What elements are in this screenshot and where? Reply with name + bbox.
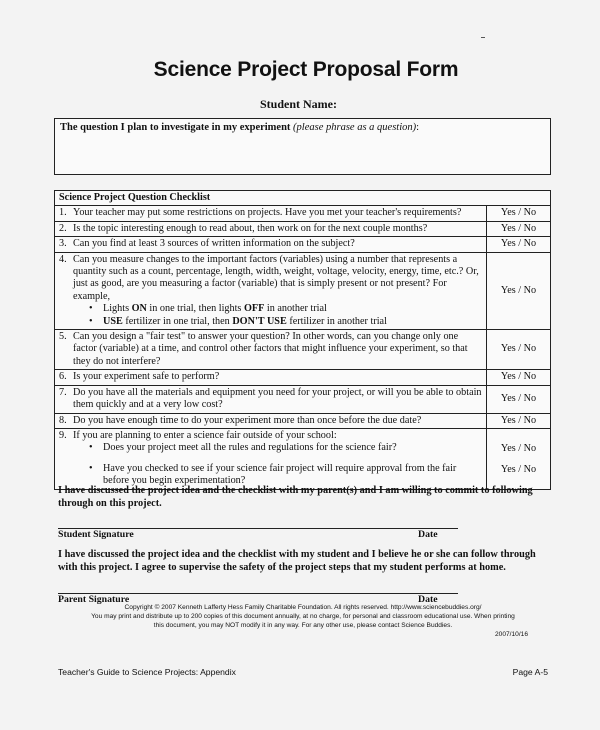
checklist-header: Science Project Question Checklist <box>55 191 551 206</box>
checklist-row-6 <box>55 370 551 385</box>
bullet-text: Lights <box>103 303 132 315</box>
bullet-text: fertilizer in another trial <box>286 315 387 327</box>
item-text: Can you design a "fair test" to answer your question? In other words, can you change only one factor (variable) at a time, and control other factors that might influence your experiment, so that they do not interfere? <box>73 331 468 367</box>
bullet-text: fertilizer in one trial, then <box>122 315 233 327</box>
yes-no-answer[interactable]: Yes / No <box>487 385 551 413</box>
student-commitment-statement: I have discussed the project idea and the checklist with my parent(s) and I am willing to commit to following through on this project. <box>58 485 533 509</box>
checklist-row-1 <box>55 206 551 221</box>
yes-no-answer[interactable]: Yes / No <box>487 413 551 428</box>
item-text: Your teacher may put some restrictions on projects. Have you met your teacher's requirements? <box>73 207 462 219</box>
item-text: Do you have all the materials and equipment you need for your project, or will you be able to obtain them quickly and at a very low cost? <box>73 386 482 411</box>
student-date-label: Date <box>418 529 438 540</box>
item-number: 3. <box>59 238 67 250</box>
question-colon: : <box>416 122 420 133</box>
bullet-icon: • <box>89 315 93 327</box>
checklist-header-row <box>55 191 551 206</box>
bullet-icon: • <box>89 442 93 454</box>
checklist-row-5 <box>55 330 551 370</box>
yes-no-answer[interactable]: Yes / No <box>487 221 551 236</box>
item-number: 1. <box>59 207 67 219</box>
checklist-row-2 <box>55 221 551 236</box>
corner-mark <box>481 37 485 38</box>
page-number: Page A-5 <box>512 667 548 677</box>
copyright-date: 2007/10/16 <box>494 631 528 638</box>
page-title: Science Project Proposal Form <box>153 58 459 81</box>
checklist-table <box>54 190 551 490</box>
bullet-text: Does your project meet all the rules and regulations for the science fair? <box>103 442 397 454</box>
student-signature-line[interactable] <box>58 528 458 540</box>
question-box[interactable] <box>54 118 551 175</box>
yes-no-answer[interactable]: Yes / No <box>487 370 551 385</box>
item-number: 7. <box>59 386 67 398</box>
item-text: Can you find at least 3 sources of written information on the subject? <box>73 238 355 250</box>
bullet-bold: DON'T USE <box>232 315 287 327</box>
checklist-row-8 <box>55 413 551 428</box>
bullet-bold: USE <box>103 315 123 327</box>
checklist-row-3 <box>55 237 551 252</box>
copyright-line-1: Copyright © 2007 Kenneth Lafferty Hess Family Charitable Foundation. All rights reserved. http://www.sciencebuddies.org/ <box>124 604 482 611</box>
bullet-text: Have you checked to see if your science fair project will require approval from the fair before you begin experimentation? <box>103 462 457 487</box>
checklist-row-4 <box>55 252 551 329</box>
item-number: 4. <box>59 253 67 265</box>
item-number: 9. <box>59 429 67 441</box>
item-text: Can you measure changes to the important factors (variables) using a number that represents a quantity such as a count, percentage, length, width, weight, voltage, velocity, energy, time, etc.? Or, just as good, are you measuring a factor (variable) that is simply present or not present? For example, <box>73 253 479 302</box>
bullet-item <box>59 442 482 454</box>
footer-title: Teacher's Guide to Science Projects: Appendix <box>58 667 236 677</box>
item-number: 2. <box>59 222 67 234</box>
student-signature-label: Student Signature <box>58 529 134 540</box>
yes-no-answer[interactable]: Yes / No <box>500 442 537 454</box>
bullet-bold: ON <box>131 303 147 315</box>
item-number: 6. <box>59 371 67 383</box>
parent-signature-label: Parent Signature <box>58 594 130 605</box>
yes-no-answer[interactable]: Yes / No <box>487 330 551 370</box>
yes-no-answer[interactable]: Yes / No <box>487 237 551 252</box>
item-text: If you are planning to enter a science fair outside of your school: <box>73 429 337 441</box>
yes-no-answer[interactable]: Yes / No <box>500 464 537 476</box>
yes-no-answer[interactable]: Yes / No <box>487 252 551 329</box>
bullet-text: in another trial <box>264 303 327 315</box>
copyright-line-2: You may print and distribute up to 200 copies of this document annually, at no charge, for personal and classroom educational use. When printing <box>91 613 515 620</box>
bullet-item <box>59 316 482 328</box>
item-number: 5. <box>59 331 67 343</box>
checklist-row-7 <box>55 385 551 413</box>
parent-statement: I have discussed the project idea and the checklist with my student and I believe he or she can follow through with this project. I agree to supervise the safety of the project steps that my student performs at home. <box>58 549 536 573</box>
bullet-item <box>59 303 482 315</box>
item-text: Do you have enough time to do your experiment more than once before the due date? <box>73 414 422 426</box>
parent-date-label: Date <box>418 594 438 605</box>
item-text: Is the topic interesting enough to read about, then work on for the next couple months? <box>73 222 428 234</box>
bullet-text: in one trial, then lights <box>146 303 244 315</box>
student-name-label: Student Name: <box>260 97 337 111</box>
copyright-line-3: this document, you may NOT modify it in any way. For any other use, please contact Science Buddies. <box>153 622 453 629</box>
question-lead: The question I plan to investigate in my experiment <box>60 122 291 133</box>
bullet-bold: OFF <box>243 303 265 315</box>
bullet-icon: • <box>89 303 93 315</box>
item-text: Is your experiment safe to perform? <box>73 371 220 383</box>
bullet-icon: • <box>89 462 93 474</box>
item-number: 8. <box>59 414 67 426</box>
question-hint: (please phrase as a question) <box>293 122 417 133</box>
yes-no-answer[interactable]: Yes / No <box>487 206 551 221</box>
checklist-row-9 <box>55 428 551 489</box>
